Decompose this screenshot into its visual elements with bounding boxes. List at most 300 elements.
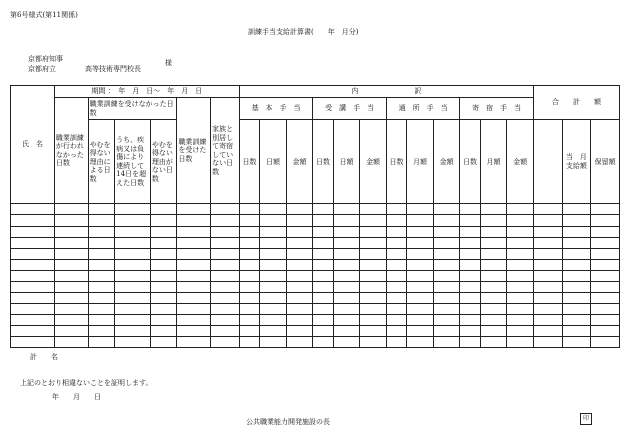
table-cell[interactable] [11, 281, 55, 292]
table-cell[interactable] [88, 204, 115, 215]
table-cell[interactable] [562, 303, 591, 314]
table-cell[interactable] [11, 292, 55, 303]
table-cell[interactable] [360, 237, 387, 248]
table-cell[interactable] [150, 237, 177, 248]
table-cell[interactable] [562, 259, 591, 270]
table-row [11, 226, 620, 237]
table-cell[interactable] [562, 270, 591, 281]
table-cell[interactable] [360, 325, 387, 336]
table-row [11, 314, 620, 325]
table-cell[interactable] [591, 292, 620, 303]
table-cell[interactable] [115, 336, 151, 347]
table-cell[interactable] [507, 292, 534, 303]
table-cell[interactable] [239, 303, 259, 314]
table-cell[interactable] [260, 314, 287, 325]
table-cell[interactable] [591, 303, 620, 314]
signatory: 公共職業能力開発施設の長 [246, 418, 330, 426]
table-cell[interactable] [562, 336, 591, 347]
table-cell[interactable] [333, 226, 360, 237]
table-cell[interactable] [150, 281, 177, 292]
table-cell[interactable] [211, 270, 240, 281]
table-cell[interactable] [460, 237, 480, 248]
table-cell[interactable] [386, 292, 406, 303]
table-cell[interactable] [260, 259, 287, 270]
table-cell[interactable] [211, 215, 240, 226]
table-cell[interactable] [239, 226, 259, 237]
table-cell[interactable] [211, 281, 240, 292]
table-cell[interactable] [407, 281, 434, 292]
table-cell[interactable] [150, 204, 177, 215]
table-cell[interactable] [386, 215, 406, 226]
table-cell[interactable] [460, 325, 480, 336]
table-cell[interactable] [115, 204, 151, 215]
table-cell[interactable] [433, 325, 460, 336]
table-cell[interactable] [333, 336, 360, 347]
table-cell[interactable] [507, 325, 534, 336]
table-cell[interactable] [591, 270, 620, 281]
table-cell[interactable] [460, 281, 480, 292]
table-cell[interactable] [386, 259, 406, 270]
table-cell[interactable] [54, 237, 88, 248]
table-cell[interactable] [313, 259, 333, 270]
table-cell[interactable] [11, 303, 55, 314]
table-cell[interactable] [591, 325, 620, 336]
table-cell[interactable] [286, 314, 313, 325]
table-cell[interactable] [260, 325, 287, 336]
table-cell[interactable] [433, 314, 460, 325]
table-row [11, 270, 620, 281]
table-cell[interactable] [115, 281, 151, 292]
table-cell[interactable] [407, 259, 434, 270]
table-cell[interactable] [177, 270, 211, 281]
table-cell[interactable] [407, 325, 434, 336]
table-cell[interactable] [11, 336, 55, 347]
table-cell[interactable] [286, 204, 313, 215]
table-cell[interactable] [150, 226, 177, 237]
table-cell[interactable] [11, 314, 55, 325]
table-cell[interactable] [333, 281, 360, 292]
table-cell[interactable] [407, 314, 434, 325]
table-cell[interactable] [433, 248, 460, 259]
table-cell[interactable] [177, 226, 211, 237]
table-cell[interactable] [150, 248, 177, 259]
table-cell[interactable] [286, 248, 313, 259]
table-cell[interactable] [591, 226, 620, 237]
table-cell[interactable] [507, 281, 534, 292]
table-cell[interactable] [11, 325, 55, 336]
table-cell[interactable] [360, 292, 387, 303]
table-cell[interactable] [313, 336, 333, 347]
table-cell[interactable] [407, 336, 434, 347]
table-cell[interactable] [360, 303, 387, 314]
table-cell[interactable] [211, 314, 240, 325]
table-cell[interactable] [260, 215, 287, 226]
table-cell[interactable] [150, 259, 177, 270]
table-cell[interactable] [239, 336, 259, 347]
table-cell[interactable] [177, 248, 211, 259]
table-cell[interactable] [360, 259, 387, 270]
table-cell[interactable] [11, 226, 55, 237]
table-cell[interactable] [433, 226, 460, 237]
table-cell[interactable] [407, 237, 434, 248]
table-cell[interactable] [460, 336, 480, 347]
table-cell[interactable] [562, 248, 591, 259]
table-cell[interactable] [115, 226, 151, 237]
table-cell[interactable] [460, 248, 480, 259]
table-cell[interactable] [386, 325, 406, 336]
form-number: 第6号様式(第11関係) [10, 11, 78, 19]
table-cell[interactable] [507, 215, 534, 226]
table-cell[interactable] [54, 270, 88, 281]
table-cell[interactable] [260, 336, 287, 347]
table-cell[interactable] [177, 336, 211, 347]
table-cell[interactable] [386, 314, 406, 325]
table-cell[interactable] [150, 325, 177, 336]
commuting-days-header: 日数 [386, 120, 406, 204]
table-cell[interactable] [177, 314, 211, 325]
table-cell[interactable] [562, 226, 591, 237]
table-cell[interactable] [507, 248, 534, 259]
table-cell[interactable] [239, 314, 259, 325]
table-cell[interactable] [333, 248, 360, 259]
table-cell[interactable] [286, 325, 313, 336]
table-cell[interactable] [286, 270, 313, 281]
table-cell[interactable] [260, 270, 287, 281]
table-cell[interactable] [360, 336, 387, 347]
table-cell[interactable] [239, 248, 259, 259]
table-cell[interactable] [211, 325, 240, 336]
table-cell[interactable] [239, 237, 259, 248]
table-cell[interactable] [480, 270, 507, 281]
table-cell[interactable] [534, 314, 563, 325]
table-cell[interactable] [54, 292, 88, 303]
table-cell[interactable] [54, 281, 88, 292]
table-cell[interactable] [386, 204, 406, 215]
table-cell[interactable] [460, 292, 480, 303]
table-cell[interactable] [480, 281, 507, 292]
table-cell[interactable] [11, 215, 55, 226]
table-cell[interactable] [54, 204, 88, 215]
table-row [11, 325, 620, 336]
table-cell[interactable] [313, 226, 333, 237]
total-spacer-cell [534, 120, 563, 204]
table-cell[interactable] [534, 325, 563, 336]
table-cell[interactable] [260, 281, 287, 292]
table-cell[interactable] [534, 292, 563, 303]
table-cell[interactable] [177, 204, 211, 215]
table-cell[interactable] [360, 248, 387, 259]
table-cell[interactable] [177, 325, 211, 336]
table-cell[interactable] [433, 215, 460, 226]
table-cell[interactable] [507, 303, 534, 314]
table-cell[interactable] [480, 248, 507, 259]
table-cell[interactable] [360, 314, 387, 325]
table-cell[interactable] [115, 325, 151, 336]
table-cell[interactable] [460, 303, 480, 314]
table-cell[interactable] [591, 281, 620, 292]
table-cell[interactable] [333, 237, 360, 248]
table-cell[interactable] [88, 325, 115, 336]
table-cell[interactable] [54, 226, 88, 237]
table-cell[interactable] [313, 281, 333, 292]
table-cell[interactable] [313, 270, 333, 281]
table-cell[interactable] [433, 259, 460, 270]
table-cell[interactable] [150, 270, 177, 281]
table-cell[interactable] [460, 259, 480, 270]
table-cell[interactable] [260, 248, 287, 259]
table-cell[interactable] [313, 314, 333, 325]
table-cell[interactable] [54, 248, 88, 259]
table-cell[interactable] [88, 259, 115, 270]
table-cell[interactable] [433, 336, 460, 347]
table-cell[interactable] [407, 270, 434, 281]
table-cell[interactable] [115, 303, 151, 314]
table-cell[interactable] [534, 336, 563, 347]
table-cell[interactable] [534, 259, 563, 270]
table-cell[interactable] [260, 303, 287, 314]
table-cell[interactable] [433, 292, 460, 303]
table-cell[interactable] [433, 270, 460, 281]
table-cell[interactable] [88, 303, 115, 314]
table-cell[interactable] [591, 314, 620, 325]
table-cell[interactable] [562, 204, 591, 215]
table-cell[interactable] [460, 204, 480, 215]
table-cell[interactable] [433, 303, 460, 314]
table-cell[interactable] [386, 226, 406, 237]
table-cell[interactable] [333, 215, 360, 226]
table-cell[interactable] [88, 270, 115, 281]
table-cell[interactable] [239, 215, 259, 226]
table-cell[interactable] [591, 237, 620, 248]
table-cell[interactable] [54, 314, 88, 325]
table-cell[interactable] [360, 270, 387, 281]
table-cell[interactable] [562, 325, 591, 336]
attendance-allowance-header: 受 講 手 当 [313, 98, 387, 120]
table-cell[interactable] [480, 314, 507, 325]
table-cell[interactable] [534, 270, 563, 281]
table-cell[interactable] [115, 215, 151, 226]
table-cell[interactable] [460, 215, 480, 226]
table-cell[interactable] [211, 204, 240, 215]
table-cell[interactable] [433, 281, 460, 292]
table-cell[interactable] [480, 204, 507, 215]
table-cell[interactable] [333, 259, 360, 270]
table-cell[interactable] [177, 215, 211, 226]
table-cell[interactable] [534, 237, 563, 248]
table-cell[interactable] [313, 325, 333, 336]
table-cell[interactable] [260, 226, 287, 237]
table-cell[interactable] [313, 215, 333, 226]
table-cell[interactable] [11, 204, 55, 215]
addressee-school: 高等技術専門校長 [85, 65, 141, 73]
table-cell[interactable] [507, 237, 534, 248]
table-cell[interactable] [480, 226, 507, 237]
table-cell[interactable] [480, 292, 507, 303]
table-cell[interactable] [460, 226, 480, 237]
table-cell[interactable] [507, 314, 534, 325]
table-cell[interactable] [177, 303, 211, 314]
table-cell[interactable] [150, 303, 177, 314]
table-cell[interactable] [407, 204, 434, 215]
table-cell[interactable] [239, 270, 259, 281]
table-cell[interactable] [480, 215, 507, 226]
table-cell[interactable] [534, 204, 563, 215]
table-cell[interactable] [260, 204, 287, 215]
table-cell[interactable] [460, 314, 480, 325]
table-cell[interactable] [54, 259, 88, 270]
table-cell[interactable] [562, 237, 591, 248]
table-cell[interactable] [386, 303, 406, 314]
table-cell[interactable] [534, 303, 563, 314]
table-cell[interactable] [211, 292, 240, 303]
table-cell[interactable] [11, 259, 55, 270]
table-cell[interactable] [211, 259, 240, 270]
table-cell[interactable] [507, 226, 534, 237]
table-cell[interactable] [313, 303, 333, 314]
table-cell[interactable] [286, 336, 313, 347]
table-cell[interactable] [211, 248, 240, 259]
table-cell[interactable] [313, 292, 333, 303]
table-cell[interactable] [150, 336, 177, 347]
table-cell[interactable] [177, 292, 211, 303]
table-cell[interactable] [534, 215, 563, 226]
table-cell[interactable] [11, 237, 55, 248]
table-cell[interactable] [286, 292, 313, 303]
table-cell[interactable] [386, 237, 406, 248]
unavoidable-days-header: やむを得ない理由による日数 [88, 120, 115, 204]
table-cell[interactable] [11, 248, 55, 259]
table-cell[interactable] [534, 226, 563, 237]
table-cell[interactable] [480, 336, 507, 347]
addressee-prefecture: 京都府立 [28, 65, 56, 73]
table-cell[interactable] [480, 259, 507, 270]
table-cell[interactable] [211, 336, 240, 347]
table-cell[interactable] [11, 270, 55, 281]
table-cell[interactable] [360, 204, 387, 215]
table-cell[interactable] [591, 215, 620, 226]
table-cell[interactable] [591, 259, 620, 270]
table-cell[interactable] [480, 237, 507, 248]
table-cell[interactable] [313, 204, 333, 215]
table-cell[interactable] [115, 292, 151, 303]
table-cell[interactable] [407, 303, 434, 314]
attendance-days-header: 日数 [313, 120, 333, 204]
table-cell[interactable] [211, 303, 240, 314]
table-cell[interactable] [150, 292, 177, 303]
table-cell[interactable] [360, 226, 387, 237]
table-cell[interactable] [88, 215, 115, 226]
table-cell[interactable] [407, 292, 434, 303]
table-cell[interactable] [534, 248, 563, 259]
table-row [11, 259, 620, 270]
table-cell[interactable] [150, 314, 177, 325]
table-cell[interactable] [286, 237, 313, 248]
table-cell[interactable] [177, 237, 211, 248]
table-cell[interactable] [260, 237, 287, 248]
table-cell[interactable] [88, 292, 115, 303]
table-cell[interactable] [333, 292, 360, 303]
table-cell[interactable] [407, 226, 434, 237]
table-cell[interactable] [386, 248, 406, 259]
table-cell[interactable] [480, 303, 507, 314]
table-cell[interactable] [54, 215, 88, 226]
table-cell[interactable] [88, 226, 115, 237]
table-cell[interactable] [239, 325, 259, 336]
table-cell[interactable] [88, 248, 115, 259]
table-cell[interactable] [591, 248, 620, 259]
table-cell[interactable] [286, 281, 313, 292]
table-cell[interactable] [460, 270, 480, 281]
table-cell[interactable] [313, 248, 333, 259]
table-cell[interactable] [562, 292, 591, 303]
table-cell[interactable] [286, 226, 313, 237]
table-cell[interactable] [360, 215, 387, 226]
table-cell[interactable] [333, 270, 360, 281]
table-cell[interactable] [177, 259, 211, 270]
table-cell[interactable] [433, 204, 460, 215]
table-cell[interactable] [54, 325, 88, 336]
table-cell[interactable] [115, 270, 151, 281]
table-cell[interactable] [386, 281, 406, 292]
table-cell[interactable] [150, 215, 177, 226]
table-cell[interactable] [433, 237, 460, 248]
table-cell[interactable] [591, 336, 620, 347]
table-cell[interactable] [562, 314, 591, 325]
table-cell[interactable] [260, 292, 287, 303]
table-cell[interactable] [239, 281, 259, 292]
table-cell[interactable] [88, 314, 115, 325]
table-cell[interactable] [507, 270, 534, 281]
table-cell[interactable] [313, 237, 333, 248]
table-cell[interactable] [115, 237, 151, 248]
table-cell[interactable] [115, 248, 151, 259]
table-cell[interactable] [507, 204, 534, 215]
table-cell[interactable] [54, 336, 88, 347]
table-cell[interactable] [239, 204, 259, 215]
table-cell[interactable] [591, 204, 620, 215]
table-cell[interactable] [177, 281, 211, 292]
table-cell[interactable] [507, 259, 534, 270]
table-cell[interactable] [88, 336, 115, 347]
table-cell[interactable] [239, 259, 259, 270]
table-cell[interactable] [211, 226, 240, 237]
table-cell[interactable] [211, 237, 240, 248]
table-cell[interactable] [360, 281, 387, 292]
table-cell[interactable] [54, 303, 88, 314]
table-cell[interactable] [88, 237, 115, 248]
table-cell[interactable] [239, 292, 259, 303]
table-cell[interactable] [333, 314, 360, 325]
table-cell[interactable] [286, 303, 313, 314]
table-cell[interactable] [115, 259, 151, 270]
table-cell[interactable] [407, 248, 434, 259]
table-cell[interactable] [286, 259, 313, 270]
table-cell[interactable] [386, 336, 406, 347]
table-cell[interactable] [286, 215, 313, 226]
table-cell[interactable] [333, 204, 360, 215]
table-cell[interactable] [386, 270, 406, 281]
table-cell[interactable] [88, 281, 115, 292]
table-cell[interactable] [534, 281, 563, 292]
table-cell[interactable] [480, 325, 507, 336]
table-cell[interactable] [562, 281, 591, 292]
table-cell[interactable] [507, 336, 534, 347]
table-cell[interactable] [115, 314, 151, 325]
table-cell[interactable] [333, 325, 360, 336]
table-cell[interactable] [407, 215, 434, 226]
table-cell[interactable] [562, 215, 591, 226]
table-cell[interactable] [333, 303, 360, 314]
